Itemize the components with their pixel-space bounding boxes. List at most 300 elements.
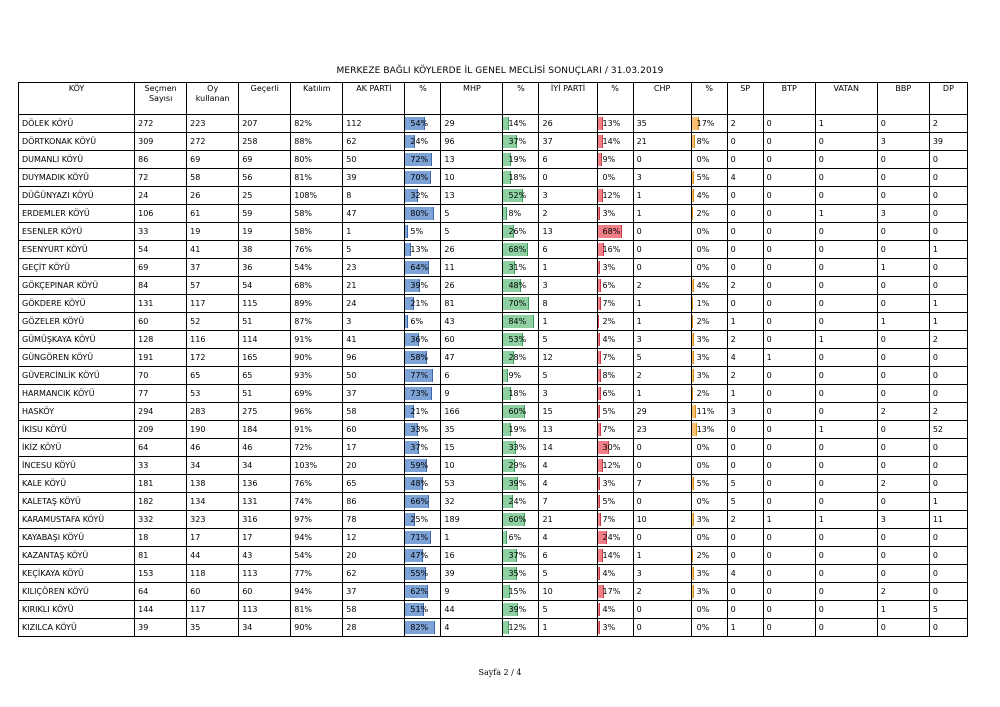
- table-cell: 272: [187, 133, 239, 151]
- table-cell: 12: [539, 349, 597, 367]
- column-header: %: [405, 83, 441, 115]
- percent-value: 68%: [602, 227, 621, 236]
- table-cell: 58: [343, 601, 405, 619]
- table-cell: 86: [343, 493, 405, 511]
- table-cell: 50: [343, 151, 405, 169]
- iyi-percent-bar: [598, 207, 600, 220]
- table-cell: 0: [929, 349, 967, 367]
- table-header-row: [19, 83, 968, 115]
- table-cell: 41: [343, 331, 405, 349]
- table-cell: 0: [929, 223, 967, 241]
- village-name-cell: GÜVERCİNLİK KÖYÜ: [19, 367, 135, 385]
- table-cell: 0: [763, 619, 815, 637]
- table-cell: 17: [187, 529, 239, 547]
- chp-percent-bar: [692, 315, 694, 328]
- table-cell: 0: [815, 295, 877, 313]
- table-cell: 69: [187, 151, 239, 169]
- table-cell: 0: [929, 169, 967, 187]
- percent-value: 26%: [508, 227, 527, 236]
- table-cell: 0: [727, 439, 763, 457]
- table-cell: 0: [763, 529, 815, 547]
- percent-cell: [503, 583, 539, 601]
- percent-value: 31%: [508, 263, 527, 272]
- percent-value: 0%: [696, 443, 710, 452]
- table-cell: 47: [343, 205, 405, 223]
- percent-cell: [597, 133, 633, 151]
- percent-value: 0%: [696, 605, 710, 614]
- table-cell: 58: [187, 169, 239, 187]
- percent-value: 6%: [410, 317, 424, 326]
- table-cell: 283: [187, 403, 239, 421]
- percent-value: 39%: [508, 479, 527, 488]
- percent-cell: [503, 331, 539, 349]
- table-cell: 34: [239, 619, 291, 637]
- table-cell: 138: [187, 475, 239, 493]
- table-cell: 191: [135, 349, 187, 367]
- table-cell: 113: [239, 565, 291, 583]
- table-cell: 0: [763, 277, 815, 295]
- table-cell: 0: [929, 547, 967, 565]
- table-cell: 5: [441, 223, 503, 241]
- table-cell: 0: [929, 259, 967, 277]
- percent-cell: [503, 421, 539, 439]
- percent-value: 72%: [410, 155, 429, 164]
- table-cell: 117: [187, 295, 239, 313]
- village-name-cell: DÖLEK KÖYÜ: [19, 115, 135, 133]
- percent-value: 55%: [410, 569, 429, 578]
- percent-cell: [691, 313, 727, 331]
- percent-cell: [503, 133, 539, 151]
- table-cell: 144: [135, 601, 187, 619]
- table-cell: 0: [727, 187, 763, 205]
- table-cell: 7: [539, 493, 597, 511]
- table-cell: 0: [763, 385, 815, 403]
- column-header: %: [691, 83, 727, 115]
- table-cell: 51: [239, 385, 291, 403]
- percent-value: 3%: [696, 569, 710, 578]
- table-cell: 0: [815, 277, 877, 295]
- table-cell: 1: [815, 115, 877, 133]
- table-cell: 0: [815, 619, 877, 637]
- percent-value: 12%: [602, 191, 621, 200]
- percent-value: 3%: [696, 515, 710, 524]
- table-cell: 0: [815, 349, 877, 367]
- table-cell: 0: [815, 385, 877, 403]
- village-name-cell: ERDEMLER KÖYÜ: [19, 205, 135, 223]
- percent-cell: [405, 241, 441, 259]
- percent-value: 37%: [508, 551, 527, 560]
- percent-value: 5%: [696, 173, 710, 182]
- percent-value: 5%: [602, 497, 616, 506]
- percent-value: 14%: [602, 551, 621, 560]
- percent-cell: [597, 385, 633, 403]
- percent-value: 71%: [410, 533, 429, 542]
- percent-cell: [405, 205, 441, 223]
- table-cell: 5: [539, 565, 597, 583]
- chp-percent-bar: [692, 279, 694, 292]
- table-cell: 34: [239, 457, 291, 475]
- percent-cell: [691, 403, 727, 421]
- percent-value: 33%: [508, 443, 527, 452]
- table-cell: 0: [929, 205, 967, 223]
- table-cell: 90%: [291, 349, 343, 367]
- table-cell: 50: [343, 367, 405, 385]
- table-cell: 153: [135, 565, 187, 583]
- percent-value: 73%: [410, 389, 429, 398]
- percent-cell: [691, 133, 727, 151]
- table-row: [19, 115, 968, 133]
- percent-value: 15%: [508, 587, 527, 596]
- table-cell: 96: [343, 349, 405, 367]
- percent-cell: [691, 367, 727, 385]
- iyi-percent-bar: [598, 621, 600, 634]
- table-cell: 53: [187, 385, 239, 403]
- table-cell: 4: [539, 529, 597, 547]
- village-name-cell: KAZANTAŞ KÖYÜ: [19, 547, 135, 565]
- table-cell: 35: [633, 115, 691, 133]
- table-cell: 0: [763, 565, 815, 583]
- percent-cell: [691, 547, 727, 565]
- percent-cell: [597, 583, 633, 601]
- percent-value: 17%: [696, 119, 715, 128]
- table-cell: 35: [441, 421, 503, 439]
- table-cell: 0: [929, 151, 967, 169]
- chp-percent-bar: [692, 369, 694, 382]
- percent-cell: [597, 529, 633, 547]
- table-cell: 0: [727, 457, 763, 475]
- table-cell: 15: [539, 403, 597, 421]
- table-cell: 32: [441, 493, 503, 511]
- village-name-cell: DUYMADIK KÖYÜ: [19, 169, 135, 187]
- percent-value: 16%: [602, 245, 621, 254]
- table-cell: 13: [441, 151, 503, 169]
- table-cell: 8: [539, 295, 597, 313]
- table-row: [19, 493, 968, 511]
- table-cell: 1: [633, 205, 691, 223]
- table-cell: 37: [343, 385, 405, 403]
- table-cell: 0: [727, 223, 763, 241]
- village-name-cell: KALETAŞ KÖYÜ: [19, 493, 135, 511]
- percent-cell: [405, 421, 441, 439]
- village-name-cell: GÜMÜŞKAYA KÖYÜ: [19, 331, 135, 349]
- table-cell: 0: [727, 601, 763, 619]
- table-cell: 0: [763, 259, 815, 277]
- table-cell: 0: [727, 151, 763, 169]
- percent-value: 24%: [602, 533, 621, 542]
- table-cell: 93%: [291, 367, 343, 385]
- table-row: [19, 475, 968, 493]
- table-cell: 69%: [291, 385, 343, 403]
- table-cell: 23: [633, 421, 691, 439]
- table-cell: 90%: [291, 619, 343, 637]
- column-header: SP: [727, 83, 763, 115]
- percent-cell: [597, 187, 633, 205]
- percent-value: 8%: [602, 371, 616, 380]
- table-cell: 54: [239, 277, 291, 295]
- percent-cell: [597, 259, 633, 277]
- table-cell: 41: [187, 241, 239, 259]
- table-cell: 76%: [291, 241, 343, 259]
- percent-cell: [597, 601, 633, 619]
- table-cell: 0: [763, 169, 815, 187]
- table-cell: 190: [187, 421, 239, 439]
- table-cell: 26: [441, 241, 503, 259]
- table-cell: 29: [441, 115, 503, 133]
- percent-value: 30%: [602, 443, 621, 452]
- percent-value: 62%: [410, 587, 429, 596]
- table-cell: 64: [135, 583, 187, 601]
- table-cell: 0: [763, 313, 815, 331]
- table-cell: 44: [187, 547, 239, 565]
- table-cell: 1: [877, 601, 929, 619]
- table-cell: 6: [441, 367, 503, 385]
- table-cell: 0: [877, 457, 929, 475]
- table-cell: 28: [343, 619, 405, 637]
- percent-cell: [597, 421, 633, 439]
- percent-cell: [503, 565, 539, 583]
- percent-cell: [503, 601, 539, 619]
- table-cell: 0: [877, 385, 929, 403]
- table-cell: 0: [815, 529, 877, 547]
- table-cell: 0: [763, 223, 815, 241]
- percent-cell: [405, 457, 441, 475]
- table-cell: 0: [727, 295, 763, 313]
- table-cell: 52: [187, 313, 239, 331]
- percent-value: 0%: [696, 623, 710, 632]
- table-cell: 33: [135, 223, 187, 241]
- percent-cell: [405, 439, 441, 457]
- table-cell: 54%: [291, 547, 343, 565]
- table-cell: 1: [815, 205, 877, 223]
- table-cell: 43: [239, 547, 291, 565]
- table-cell: 4: [727, 349, 763, 367]
- table-cell: 26: [187, 187, 239, 205]
- table-cell: 81%: [291, 169, 343, 187]
- table-cell: 52: [929, 421, 967, 439]
- percent-value: 11%: [696, 407, 715, 416]
- table-cell: 2: [929, 115, 967, 133]
- percent-value: 0%: [696, 155, 710, 164]
- table-row: [19, 439, 968, 457]
- percent-value: 3%: [696, 353, 710, 362]
- table-cell: 0: [877, 493, 929, 511]
- chp-percent-bar: [692, 207, 694, 220]
- table-cell: 189: [441, 511, 503, 529]
- table-cell: 2: [877, 583, 929, 601]
- village-name-cell: GÜNGÖREN KÖYÜ: [19, 349, 135, 367]
- percent-value: 0%: [696, 533, 710, 542]
- table-cell: 1: [539, 619, 597, 637]
- table-cell: 131: [239, 493, 291, 511]
- table-cell: 0: [763, 133, 815, 151]
- percent-cell: [691, 277, 727, 295]
- table-cell: 0: [877, 151, 929, 169]
- table-cell: 54%: [291, 259, 343, 277]
- table-cell: 84: [135, 277, 187, 295]
- percent-cell: [691, 475, 727, 493]
- percent-cell: [503, 169, 539, 187]
- percent-value: 3%: [602, 209, 616, 218]
- percent-value: 80%: [410, 209, 429, 218]
- table-cell: 0: [929, 475, 967, 493]
- percent-cell: [691, 169, 727, 187]
- percent-cell: [503, 385, 539, 403]
- table-cell: 5: [539, 601, 597, 619]
- table-cell: 80%: [291, 151, 343, 169]
- table-cell: 4: [539, 457, 597, 475]
- table-row: [19, 133, 968, 151]
- table-cell: 39: [135, 619, 187, 637]
- table-cell: 0: [815, 565, 877, 583]
- table-cell: 0: [877, 115, 929, 133]
- percent-cell: [503, 313, 539, 331]
- chp-percent-bar: [692, 351, 694, 364]
- table-row: [19, 259, 968, 277]
- iyi-percent-bar: [598, 477, 600, 490]
- percent-cell: [691, 295, 727, 313]
- table-cell: 0: [877, 439, 929, 457]
- percent-value: 53%: [508, 335, 527, 344]
- table-cell: 172: [187, 349, 239, 367]
- percent-cell: [405, 169, 441, 187]
- percent-value: 3%: [696, 335, 710, 344]
- table-cell: 26: [441, 277, 503, 295]
- table-cell: 0: [763, 457, 815, 475]
- percent-cell: [405, 295, 441, 313]
- table-cell: 58: [343, 403, 405, 421]
- column-header: Geçerli: [239, 83, 291, 115]
- table-cell: 3: [633, 169, 691, 187]
- percent-cell: [405, 385, 441, 403]
- table-cell: 21: [343, 277, 405, 295]
- table-cell: 258: [239, 133, 291, 151]
- table-cell: 20: [343, 547, 405, 565]
- table-cell: 0: [877, 349, 929, 367]
- table-cell: 3: [539, 277, 597, 295]
- table-cell: 2: [633, 583, 691, 601]
- percent-value: 82%: [410, 623, 429, 632]
- village-name-cell: KARAMUSTAFA KÖYÜ: [19, 511, 135, 529]
- percent-value: 0%: [602, 173, 616, 182]
- table-cell: 60: [343, 421, 405, 439]
- table-cell: 24: [135, 187, 187, 205]
- table-cell: 72%: [291, 439, 343, 457]
- column-header: CHP: [633, 83, 691, 115]
- table-cell: 3: [877, 133, 929, 151]
- percent-cell: [405, 115, 441, 133]
- table-cell: 184: [239, 421, 291, 439]
- table-cell: 2: [727, 277, 763, 295]
- chp-percent-bar: [692, 567, 694, 580]
- table-cell: 88%: [291, 133, 343, 151]
- table-cell: 20: [343, 457, 405, 475]
- table-cell: 54: [135, 241, 187, 259]
- table-cell: 97%: [291, 511, 343, 529]
- table-cell: 37: [187, 259, 239, 277]
- percent-value: 3%: [602, 263, 616, 272]
- table-cell: 47: [441, 349, 503, 367]
- percent-cell: [503, 493, 539, 511]
- table-cell: 36: [239, 259, 291, 277]
- percent-cell: [405, 259, 441, 277]
- table-cell: 332: [135, 511, 187, 529]
- table-cell: 108%: [291, 187, 343, 205]
- table-cell: 14: [539, 439, 597, 457]
- percent-value: 18%: [508, 389, 527, 398]
- table-row: [19, 403, 968, 421]
- table-cell: 76%: [291, 475, 343, 493]
- table-cell: 4: [539, 475, 597, 493]
- column-header: VATAN: [815, 83, 877, 115]
- table-cell: 0: [763, 241, 815, 259]
- table-cell: 60: [135, 313, 187, 331]
- percent-value: 70%: [410, 173, 429, 182]
- percent-value: 2%: [602, 317, 616, 326]
- percent-cell: [405, 331, 441, 349]
- percent-cell: [503, 511, 539, 529]
- table-cell: 209: [135, 421, 187, 439]
- table-cell: 0: [763, 187, 815, 205]
- table-cell: 46: [239, 439, 291, 457]
- table-cell: 0: [727, 547, 763, 565]
- percent-value: 2%: [696, 317, 710, 326]
- column-header: MHP: [441, 83, 503, 115]
- percent-value: 5%: [696, 479, 710, 488]
- percent-value: 2%: [696, 551, 710, 560]
- table-cell: 82%: [291, 115, 343, 133]
- percent-value: 64%: [410, 263, 429, 272]
- table-cell: 0: [877, 295, 929, 313]
- percent-cell: [691, 223, 727, 241]
- percent-cell: [691, 619, 727, 637]
- percent-cell: [503, 475, 539, 493]
- column-header: %: [503, 83, 539, 115]
- percent-value: 13%: [696, 425, 715, 434]
- table-cell: 0: [815, 493, 877, 511]
- table-cell: 11: [441, 259, 503, 277]
- table-cell: 0: [877, 169, 929, 187]
- percent-value: 48%: [508, 281, 527, 290]
- table-cell: 1: [727, 313, 763, 331]
- table-cell: 0: [815, 475, 877, 493]
- percent-value: 66%: [410, 497, 429, 506]
- percent-cell: [691, 115, 727, 133]
- percent-cell: [503, 547, 539, 565]
- table-cell: 5: [633, 349, 691, 367]
- percent-cell: [597, 511, 633, 529]
- percent-cell: [405, 277, 441, 295]
- table-row: [19, 331, 968, 349]
- percent-value: 0%: [696, 461, 710, 470]
- table-cell: 37: [343, 583, 405, 601]
- column-header: %: [597, 83, 633, 115]
- table-cell: 0: [877, 241, 929, 259]
- percent-cell: [691, 439, 727, 457]
- table-cell: 38: [239, 241, 291, 259]
- table-row: [19, 457, 968, 475]
- table-cell: 134: [187, 493, 239, 511]
- table-cell: 3: [343, 313, 405, 331]
- table-cell: 5: [727, 493, 763, 511]
- table-cell: 2: [727, 331, 763, 349]
- table-cell: 5: [343, 241, 405, 259]
- table-cell: 128: [135, 331, 187, 349]
- percent-value: 4%: [696, 281, 710, 290]
- table-cell: 23: [343, 259, 405, 277]
- percent-cell: [597, 169, 633, 187]
- table-cell: 0: [877, 565, 929, 583]
- table-cell: 6: [539, 547, 597, 565]
